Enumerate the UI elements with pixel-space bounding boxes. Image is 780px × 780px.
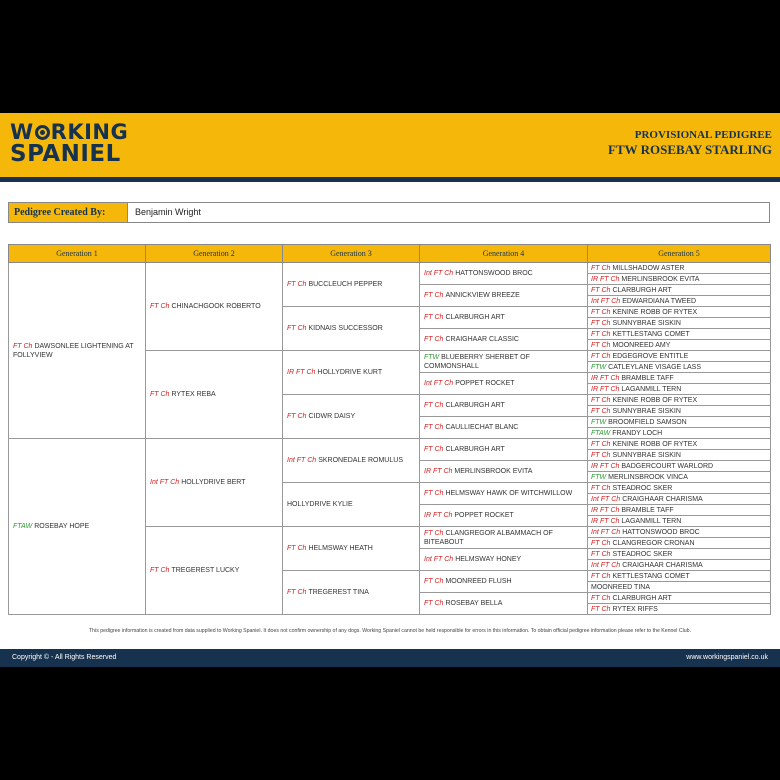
dog-name: MERLINSBROOK EVITA: [621, 275, 700, 283]
dog-name: KENINE ROBB OF RYTEX: [612, 308, 698, 316]
pedigree-cell-g2: [146, 527, 283, 615]
pedigree-cell-g5: [588, 439, 771, 450]
pedigree-cell-g4: [420, 263, 588, 285]
pedigree-cell-g1: [9, 263, 146, 439]
dog-title: FT Ch: [150, 391, 170, 398]
dog-name: SUNNYBRAE SISKIN: [612, 451, 681, 459]
dog-title: IR FT Ch: [424, 468, 453, 475]
pedigree-cell-g4: [420, 549, 588, 571]
dog-title: FT Ch: [591, 605, 611, 613]
pedigree-cell-g4: [420, 285, 588, 307]
dog-name: KETTLESTANG COMET: [612, 330, 690, 338]
dog-title: Int FT Ch: [150, 479, 180, 486]
pedigree-cell-g4: [420, 483, 588, 505]
header-subtitle: PROVISIONAL PEDIGREE: [634, 129, 772, 141]
pedigree-cell-g5: [588, 384, 771, 395]
dog-title: FT Ch: [424, 402, 444, 409]
dog-name: RYTEX RIFFS: [612, 605, 658, 613]
dog-title: Int FT Ch: [287, 457, 317, 464]
dog-title: FT Ch: [591, 594, 611, 602]
dog-name: CLANGREGOR CRONAN: [612, 539, 695, 547]
dog-title: IR FT Ch: [591, 462, 620, 470]
pedigree-cell-g5: [588, 307, 771, 318]
pedigree-cell-g5: [588, 428, 771, 439]
pedigree-cell-g4: [420, 593, 588, 615]
dog-name: BLUEBERRY SHERBET OF COMMONSHALL: [424, 353, 530, 370]
dog-title: FT Ch: [591, 319, 611, 327]
dog-name: TREGEREST LUCKY: [171, 567, 240, 574]
dog-title: Int FT Ch: [424, 556, 454, 563]
dog-title: IR FT Ch: [591, 374, 620, 382]
pedigree-cell-g5: [588, 263, 771, 274]
pedigree-cell-g4: [420, 571, 588, 593]
dog-name: CHINACHGOOK ROBERTO: [171, 303, 261, 310]
dog-name: CATLEYLANE VISAGE LASS: [608, 363, 702, 371]
dog-name: BRAMBLE TAFF: [621, 374, 674, 382]
dog-name: STEADROC SKER: [612, 550, 673, 558]
dog-name: MERLINSBROOK EVITA: [454, 468, 533, 475]
dog-title: IR FT Ch: [424, 512, 453, 519]
generation-header: Generation 5: [588, 245, 771, 263]
dog-name: POPPET ROCKET: [454, 512, 514, 519]
dog-name: EDWARDIANA TWEED: [622, 297, 697, 305]
dog-name: STEADROC SKER: [612, 484, 673, 492]
pedigree-cell-g5: [588, 318, 771, 329]
dog-title: FT Ch: [591, 341, 611, 349]
pedigree-cell-g4: [420, 439, 588, 461]
dog-name: CRAIGHAAR CHARISMA: [622, 495, 703, 503]
pedigree-cell-g5: [588, 285, 771, 296]
generation-header: Generation 2: [146, 245, 283, 263]
website-link[interactable]: www.workingspaniel.co.uk: [686, 654, 768, 661]
copyright-text: Copyright © - All Rights Reserved: [12, 654, 117, 661]
pedigree-cell-g4: [420, 373, 588, 395]
pedigree-cell-g5: [588, 296, 771, 307]
dog-name: ANNICKVIEW BREEZE: [445, 292, 520, 299]
created-by-label: Pedigree Created By:: [9, 203, 128, 222]
created-by-row: [8, 202, 770, 223]
pedigree-cell-g5: [588, 527, 771, 538]
dog-name: POPPET ROCKET: [455, 380, 515, 387]
pedigree-cell-g2: [146, 439, 283, 527]
dog-title: FTAW: [13, 523, 33, 530]
dog-name: HOLLYDRIVE KYLIE: [287, 501, 353, 508]
dog-title: FT Ch: [150, 303, 170, 310]
pedigree-cell-g5: [588, 329, 771, 340]
generation-header-row: [9, 245, 771, 263]
dog-name: CIDWR DAISY: [308, 413, 356, 420]
dog-title: FTW: [591, 363, 607, 371]
dog-title: FT Ch: [591, 264, 611, 272]
dog-title: FT Ch: [424, 314, 444, 321]
dog-title: FT Ch: [287, 413, 307, 420]
pedigree-cell-g3: [283, 439, 420, 483]
pedigree-cell-g5: [588, 340, 771, 351]
pedigree-page: [0, 113, 780, 667]
pedigree-cell-g5: [588, 395, 771, 406]
pedigree-cell-g4: [420, 351, 588, 373]
logo-o-icon: [35, 125, 50, 140]
dog-name: MERLINSBROOK VINCA: [608, 473, 688, 481]
dog-name: TREGEREST TINA: [308, 589, 369, 596]
dog-title: FT Ch: [287, 589, 307, 596]
pedigree-cell-g3: [283, 307, 420, 351]
dog-title: FT Ch: [424, 529, 444, 537]
dog-name-title: FTW ROSEBAY STARLING: [608, 142, 772, 157]
dog-name: MOONREED TINA: [591, 583, 650, 591]
pedigree-cell-g3: [283, 263, 420, 307]
dog-title: FT Ch: [424, 292, 444, 299]
dog-name: HOLLYDRIVE KURT: [317, 369, 383, 376]
dog-title: Int FT Ch: [591, 495, 621, 503]
dog-name: CRAIGHAAR CLASSIC: [445, 336, 519, 343]
pedigree-cell-g4: [420, 329, 588, 351]
header-bar: [0, 113, 780, 177]
dog-title: FT Ch: [591, 484, 611, 492]
dog-name: HELMSWAY HAWK OF WITCHWILLOW: [445, 490, 573, 497]
pedigree-cell-g4: [420, 505, 588, 527]
dog-title: FT Ch: [424, 490, 444, 497]
pedigree-cell-g5: [588, 505, 771, 516]
header-title-block: [608, 129, 772, 157]
dog-name: SUNNYBRAE SISKIN: [612, 407, 681, 415]
dog-title: FTW: [424, 353, 440, 361]
dog-name: MOONREED AMY: [612, 341, 671, 349]
dog-title: IR FT Ch: [591, 517, 620, 525]
dog-title: FTAW: [591, 429, 611, 437]
dog-name: FRANDY LOCH: [612, 429, 663, 437]
dog-name: CLARBURGH ART: [445, 314, 505, 321]
dog-name: CLARBURGH ART: [612, 286, 672, 294]
pedigree-cell-g5: [588, 461, 771, 472]
dog-name: BUCCLEUCH PEPPER: [308, 281, 383, 288]
dog-title: FT Ch: [591, 286, 611, 294]
pedigree-table: [8, 244, 771, 615]
pedigree-cell-g2: [146, 263, 283, 351]
pedigree-cell-g5: [588, 274, 771, 285]
dog-title: FT Ch: [424, 336, 444, 343]
dog-name: MILLSHADOW ASTER: [612, 264, 685, 272]
working-spaniel-logo: W RKING SPANIEL: [10, 120, 129, 167]
dog-name: ROSEBAY HOPE: [34, 523, 90, 530]
pedigree-cell-g3: [283, 527, 420, 571]
pedigree-cell-g5: [588, 538, 771, 549]
table-row: [9, 439, 771, 450]
dog-name: HATTONSWOOD BROC: [622, 528, 700, 536]
dog-title: IR FT Ch: [287, 369, 316, 376]
dog-name: KENINE ROBB OF RYTEX: [612, 396, 698, 404]
dog-title: Int FT Ch: [424, 380, 454, 387]
dog-title: IR FT Ch: [591, 506, 620, 514]
pedigree-cell-g2: [146, 351, 283, 439]
pedigree-cell-g3: [283, 571, 420, 615]
dog-title: FT Ch: [287, 545, 307, 552]
pedigree-cell-g4: [420, 461, 588, 483]
dog-title: FT Ch: [287, 325, 307, 332]
dog-title: FT Ch: [13, 342, 33, 350]
pedigree-cell-g5: [588, 571, 771, 582]
dog-title: FT Ch: [150, 567, 170, 574]
dog-name: CLANGREGOR ALBAMMACH OF BITEABOUT: [424, 529, 553, 546]
pedigree-cell-g3: [283, 395, 420, 439]
dog-title: Int FT Ch: [591, 297, 621, 305]
dog-name: HATTONSWOOD BROC: [455, 270, 533, 277]
dog-title: FT Ch: [424, 424, 444, 431]
dog-title: FT Ch: [424, 600, 444, 607]
disclaimer-text: This pedigree information is created from data supplied to Working Spaniel. It does not confirm ownership of any dogs. Working Spaniel cannot be held responsible for errors in this information. To obtain official pedigree information please refer to the Kennel Club.: [89, 628, 691, 634]
dog-name: LAGANMILL TERN: [621, 517, 682, 525]
dog-name: SUNNYBRAE SISKIN: [612, 319, 681, 327]
dog-title: IR FT Ch: [591, 275, 620, 283]
dog-name: HELMSWAY HONEY: [455, 556, 522, 563]
dog-title: FT Ch: [591, 451, 611, 459]
header-divider: [0, 177, 780, 182]
dog-title: IR FT Ch: [591, 385, 620, 393]
dog-title: FT Ch: [424, 446, 444, 453]
dog-name: CLARBURGH ART: [445, 446, 505, 453]
dog-title: Int FT Ch: [424, 270, 454, 277]
pedigree-cell-g5: [588, 494, 771, 505]
dog-title: Int FT Ch: [591, 528, 621, 536]
dog-title: FT Ch: [591, 308, 611, 316]
dog-name: CLARBURGH ART: [612, 594, 672, 602]
dog-name: CRAIGHAAR CHARISMA: [622, 561, 703, 569]
dog-name: CAULLIECHAT BLANC: [445, 424, 519, 431]
dog-name: BADGERCOURT WARLORD: [621, 462, 714, 470]
dog-title: FT Ch: [424, 578, 444, 585]
pedigree-cell-g5: [588, 593, 771, 604]
dog-name: KIDNAIS SUCCESSOR: [308, 325, 383, 332]
pedigree-cell-g4: [420, 307, 588, 329]
dog-title: FT Ch: [591, 396, 611, 404]
dog-title: Int FT Ch: [591, 561, 621, 569]
dog-title: FT Ch: [287, 281, 307, 288]
pedigree-cell-g5: [588, 406, 771, 417]
dog-title: FT Ch: [591, 407, 611, 415]
generation-header: Generation 3: [283, 245, 420, 263]
footer-bar: [0, 649, 780, 667]
pedigree-cell-g5: [588, 351, 771, 362]
pedigree-cell-g5: [588, 472, 771, 483]
pedigree-cell-g5: [588, 549, 771, 560]
generation-header: Generation 1: [9, 245, 146, 263]
dog-name: HOLLYDRIVE BERT: [181, 479, 246, 486]
dog-name: RYTEX REBA: [171, 391, 216, 398]
dog-name: BRAMBLE TAFF: [621, 506, 674, 514]
pedigree-cell-g5: [588, 373, 771, 384]
dog-title: FT Ch: [591, 550, 611, 558]
pedigree-cell-g4: [420, 527, 588, 549]
dog-title: FTW: [591, 473, 607, 481]
dog-title: FT Ch: [591, 572, 611, 580]
table-row: [9, 263, 771, 274]
pedigree-cell-g5: [588, 604, 771, 615]
dog-name: HELMSWAY HEATH: [308, 545, 373, 552]
pedigree-cell-g5: [588, 582, 771, 593]
pedigree-cell-g4: [420, 395, 588, 417]
dog-name: EDGEGROVE ENTITLE: [612, 352, 689, 360]
dog-name: KETTLESTANG COMET: [612, 572, 690, 580]
dog-title: FT Ch: [591, 539, 611, 547]
pedigree-cell-g5: [588, 483, 771, 494]
dog-name: SKRONEDALE ROMULUS: [318, 457, 403, 464]
generation-header: Generation 4: [420, 245, 588, 263]
pedigree-cell-g5: [588, 417, 771, 428]
dog-name: ROSEBAY BELLA: [445, 600, 503, 607]
dog-title: FTW: [591, 418, 607, 426]
created-by-value: Benjamin Wright: [135, 207, 201, 217]
dog-name: DAWSONLEE LIGHTENING AT FOLLYVIEW: [13, 342, 134, 359]
pedigree-cell-g5: [588, 450, 771, 461]
dog-title: FT Ch: [591, 440, 611, 448]
dog-name: CLARBURGH ART: [445, 402, 505, 409]
dog-name: KENINE ROBB OF RYTEX: [612, 440, 698, 448]
dog-name: MOONREED FLUSH: [445, 578, 512, 585]
dog-title: FT Ch: [591, 330, 611, 338]
pedigree-cell-g5: [588, 516, 771, 527]
pedigree-cell-g3: [283, 351, 420, 395]
dog-name: LAGANMILL TERN: [621, 385, 682, 393]
dog-name: BROOMFIELD SAMSON: [608, 418, 687, 426]
pedigree-cell-g3: [283, 483, 420, 527]
pedigree-cell-g4: [420, 417, 588, 439]
pedigree-cell-g5: [588, 362, 771, 373]
pedigree-cell-g5: [588, 560, 771, 571]
pedigree-cell-g1: [9, 439, 146, 615]
dog-title: FT Ch: [591, 352, 611, 360]
